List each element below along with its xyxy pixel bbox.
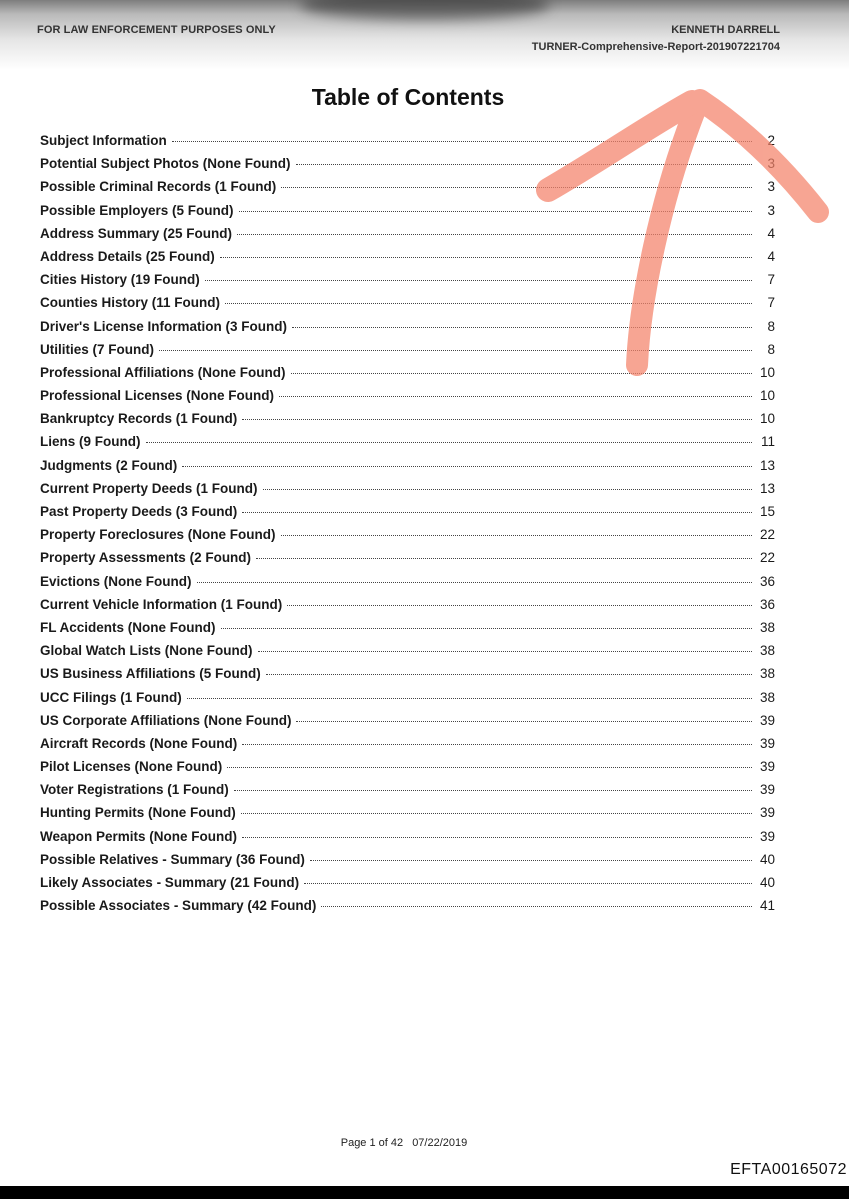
toc-entry[interactable] xyxy=(40,736,775,759)
toc-entry-page: 8 xyxy=(767,341,775,357)
toc-entry-page: 7 xyxy=(767,272,775,288)
report-date: 07/22/2019 xyxy=(412,1137,468,1149)
toc-leader-dots xyxy=(242,419,752,420)
toc-entry-label: US Business Affiliations (5 Found) xyxy=(40,666,261,682)
toc-entry-page: 11 xyxy=(760,434,775,450)
toc-leader-dots xyxy=(242,512,752,513)
toc-entry[interactable] xyxy=(40,666,775,689)
toc-leader-dots xyxy=(182,466,752,467)
footer-page-info xyxy=(0,1137,808,1149)
toc-entry[interactable] xyxy=(40,713,775,736)
toc-entry-label: Liens (9 Found) xyxy=(40,434,141,450)
toc-leader-dots xyxy=(225,303,752,304)
bottom-black-bar xyxy=(0,1186,849,1199)
toc-leader-dots xyxy=(296,721,752,722)
toc-entry-page: 38 xyxy=(759,689,775,705)
toc-entry-label: Past Property Deeds (3 Found) xyxy=(40,504,238,519)
toc-leader-dots xyxy=(279,396,752,397)
toc-entry-page: 40 xyxy=(759,851,775,867)
toc-entry-label: Evictions (None Found) xyxy=(40,573,192,589)
toc-entry-page: 2 xyxy=(767,133,775,148)
toc-entry[interactable] xyxy=(40,319,775,342)
toc-entry[interactable] xyxy=(40,249,775,272)
toc-entry[interactable] xyxy=(40,898,775,921)
toc-leader-dots xyxy=(291,373,753,374)
toc-entry-label: Likely Associates - Summary (21 Found) xyxy=(40,875,300,890)
toc-entry-label: Cities History (19 Found) xyxy=(40,272,200,288)
toc-entry[interactable] xyxy=(40,434,775,457)
toc-entry-label: Address Details (25 Found) xyxy=(40,248,215,264)
toc-entry[interactable] xyxy=(40,156,775,179)
toc-entry-page: 10 xyxy=(759,388,775,404)
toc-entry-page: 4 xyxy=(767,225,775,241)
toc-entry-page: 13 xyxy=(759,457,775,473)
page-number: Page 1 of 42 xyxy=(340,1137,404,1149)
toc-entry[interactable] xyxy=(40,342,775,365)
toc-entry-label: Professional Affiliations (None Found) xyxy=(40,364,286,380)
toc-entry[interactable] xyxy=(40,203,775,226)
toc-leader-dots xyxy=(292,327,752,328)
toc-leader-dots xyxy=(310,860,752,861)
toc-leader-dots xyxy=(296,164,753,165)
toc-entry-label: Property Assessments (2 Found) xyxy=(40,550,252,566)
toc-entry[interactable] xyxy=(40,805,775,828)
toc-leader-dots xyxy=(242,744,752,745)
header-subject-name: KENNETH DARRELL xyxy=(671,24,780,36)
toc-leader-dots xyxy=(281,187,752,188)
toc-entry-label: Possible Employers (5 Found) xyxy=(40,202,234,218)
toc-leader-dots xyxy=(266,674,752,675)
toc-entry-label: Counties History (11 Found) xyxy=(40,295,221,311)
toc-leader-dots xyxy=(281,535,752,536)
toc-entry-label: Possible Relatives - Summary (36 Found) xyxy=(40,851,305,867)
toc-leader-dots xyxy=(146,442,753,443)
toc-entry[interactable] xyxy=(40,875,775,898)
toc-entry-label: Professional Licenses (None Found) xyxy=(40,388,275,404)
toc-entry-label: Judgments (2 Found) xyxy=(40,457,178,473)
toc-entry[interactable] xyxy=(40,829,775,852)
toc-entry-page: 3 xyxy=(767,156,775,172)
toc-entry-label: Current Property Deeds (1 Found) xyxy=(40,480,258,496)
toc-entry[interactable] xyxy=(40,852,775,875)
toc-entry-label: Weapon Permits (None Found) xyxy=(40,828,238,844)
toc-entry[interactable] xyxy=(40,574,775,597)
toc-leader-dots xyxy=(220,257,752,258)
toc-entry-label: Possible Criminal Records (1 Found) xyxy=(40,179,277,195)
toc-entry-page: 39 xyxy=(759,782,775,798)
toc-entry-page: 38 xyxy=(759,666,775,682)
toc-entry-label: Possible Associates - Summary (42 Found) xyxy=(40,898,317,914)
toc-entry[interactable] xyxy=(40,782,775,805)
toc-entry-page: 3 xyxy=(767,179,775,195)
toc-entry[interactable] xyxy=(40,272,775,295)
toc-entry[interactable] xyxy=(40,458,775,481)
toc-entry-label: Bankruptcy Records (1 Found) xyxy=(40,411,238,427)
toc-entry-page: 40 xyxy=(759,875,775,890)
toc-entry-page: 3 xyxy=(767,202,775,218)
page-title: Table of Contents xyxy=(311,84,505,110)
toc-entry-label: Current Vehicle Information (1 Found) xyxy=(40,596,283,612)
toc-entry[interactable] xyxy=(40,133,775,156)
toc-entry-label: Pilot Licenses (None Found) xyxy=(40,759,223,775)
toc-entry[interactable] xyxy=(40,411,775,434)
toc-entry[interactable] xyxy=(40,295,775,318)
table-of-contents xyxy=(40,133,775,921)
toc-leader-dots xyxy=(237,234,752,235)
toc-entry-page: 39 xyxy=(759,735,775,751)
toc-entry[interactable] xyxy=(40,388,775,411)
toc-leader-dots xyxy=(239,211,752,212)
toc-entry[interactable] xyxy=(40,690,775,713)
toc-entry-page: 36 xyxy=(759,573,775,589)
toc-leader-dots xyxy=(159,350,752,351)
toc-leader-dots xyxy=(241,813,752,814)
toc-leader-dots xyxy=(172,141,752,142)
toc-leader-dots xyxy=(287,605,752,606)
toc-entry-label: Subject Information xyxy=(40,133,167,148)
toc-entry-page: 38 xyxy=(759,619,775,635)
toc-entry-label: Utilities (7 Found) xyxy=(40,341,154,357)
toc-entry-label: FL Accidents (None Found) xyxy=(40,619,216,635)
toc-entry-page: 22 xyxy=(759,527,775,543)
document-id-stamp: EFTA00165072 xyxy=(730,1161,847,1178)
toc-entry-page: 15 xyxy=(759,504,775,519)
header-report-id: TURNER-Comprehensive-Report-201907221704 xyxy=(531,41,780,53)
toc-entry-label: Voter Registrations (1 Found) xyxy=(40,782,229,798)
toc-leader-dots xyxy=(242,837,752,838)
toc-entry[interactable] xyxy=(40,550,775,573)
toc-entry-page: 13 xyxy=(759,480,775,496)
toc-entry-label: UCC Filings (1 Found) xyxy=(40,689,182,705)
toc-entry[interactable] xyxy=(40,527,775,550)
toc-leader-dots xyxy=(227,767,752,768)
toc-entry[interactable] xyxy=(40,597,775,620)
header-classification: FOR LAW ENFORCEMENT PURPOSES ONLY xyxy=(37,24,276,36)
toc-entry-page: 38 xyxy=(759,643,775,659)
toc-leader-dots xyxy=(263,489,752,490)
toc-entry-page: 39 xyxy=(759,828,775,844)
toc-entry[interactable] xyxy=(40,643,775,666)
toc-leader-dots xyxy=(321,906,752,907)
toc-entry-page: 39 xyxy=(759,712,775,728)
toc-entry[interactable] xyxy=(40,365,775,388)
toc-entry-page: 39 xyxy=(759,759,775,775)
toc-leader-dots xyxy=(197,582,753,583)
toc-entry-label: Address Summary (25 Found) xyxy=(40,225,233,241)
toc-entry[interactable] xyxy=(40,226,775,249)
toc-entry-page: 10 xyxy=(759,364,775,380)
toc-entry-page: 41 xyxy=(759,898,775,914)
toc-entry-label: Global Watch Lists (None Found) xyxy=(40,643,253,659)
toc-entry-label: Potential Subject Photos (None Found) xyxy=(40,156,291,172)
toc-leader-dots xyxy=(304,883,752,884)
toc-entry-label: Driver's License Information (3 Found) xyxy=(40,318,287,334)
toc-entry[interactable] xyxy=(40,759,775,782)
toc-entry[interactable] xyxy=(40,504,775,527)
toc-entry-page: 39 xyxy=(759,805,775,821)
toc-entry-label: Property Foreclosures (None Found) xyxy=(40,527,276,543)
toc-entry-label: Aircraft Records (None Found) xyxy=(40,735,238,751)
toc-entry-page: 4 xyxy=(767,248,775,264)
toc-entry[interactable] xyxy=(40,179,775,202)
toc-entry-label: US Corporate Affiliations (None Found) xyxy=(40,712,292,728)
toc-leader-dots xyxy=(256,558,752,559)
toc-entry-label: Hunting Permits (None Found) xyxy=(40,805,236,821)
toc-leader-dots xyxy=(258,651,753,652)
toc-leader-dots xyxy=(221,628,753,629)
toc-leader-dots xyxy=(205,280,752,281)
toc-entry-page: 7 xyxy=(767,295,775,311)
toc-entry-page: 8 xyxy=(767,318,775,334)
toc-entry-page: 22 xyxy=(759,550,775,566)
toc-leader-dots xyxy=(234,790,752,791)
toc-entry[interactable] xyxy=(40,620,775,643)
toc-leader-dots xyxy=(187,698,752,699)
toc-entry-page: 10 xyxy=(759,411,775,427)
toc-entry[interactable] xyxy=(40,481,775,504)
toc-entry-page: 36 xyxy=(759,596,775,612)
